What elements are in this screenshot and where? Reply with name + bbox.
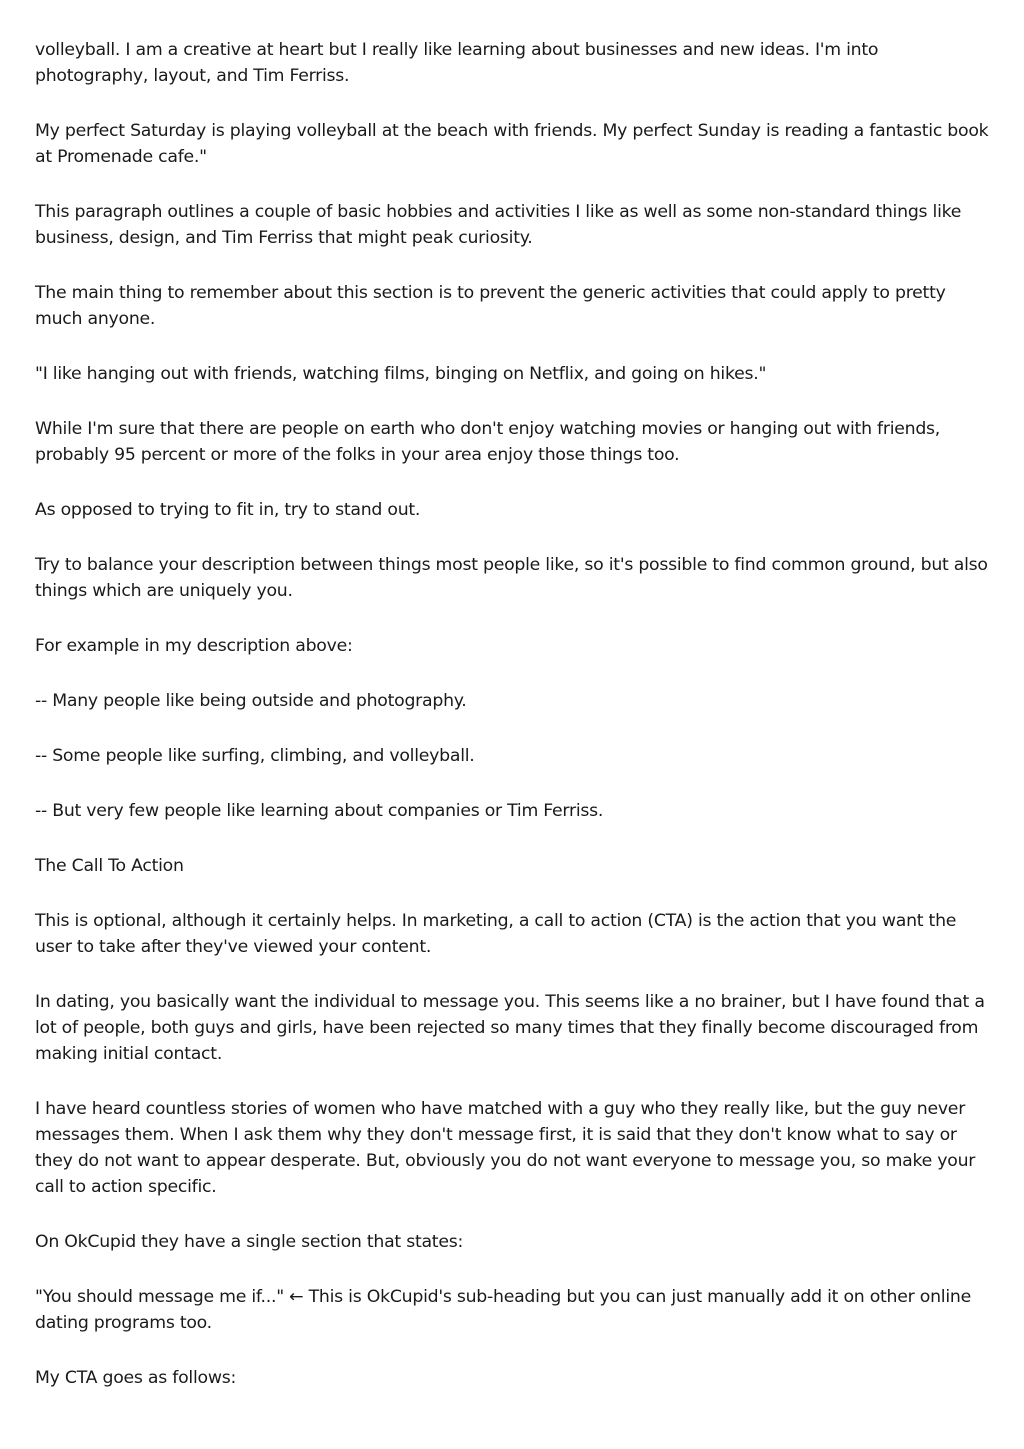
paragraph-cta-dating: In dating, you basically want the individual to message you. This seems like a no brainer, but I have found that a lot of people, both guys and girls, have been rejected so many times that they finally become discouraged from making initial contact. — [35, 992, 985, 1064]
paragraph-stand-out: As opposed to trying to fit in, try to stand out. — [35, 500, 421, 520]
list-item: -- Some people like surfing, climbing, and volleyball. — [35, 746, 475, 766]
paragraph-balance: Try to balance your description between things most people like, so it's possible to find common ground, but also things which are uniquely you. — [35, 555, 988, 601]
section-heading-call-to-action: The Call To Action — [35, 856, 184, 876]
list-item: -- Many people like being outside and photography. — [35, 691, 467, 711]
paragraph-my-cta: My CTA goes as follows: — [35, 1368, 237, 1388]
paragraph-example-intro: For example in my description above: — [35, 636, 353, 656]
paragraph-okcupid-subheading: "You should message me if..." ← This is OkCupid's sub-heading but you can just manually add it on other online dating programs too. — [35, 1287, 971, 1333]
paragraph-generic-example: "I like hanging out with friends, watching films, binging on Netflix, and going on hikes." — [35, 364, 767, 384]
paragraph-main-thing: The main thing to remember about this section is to prevent the generic activities that could apply to pretty much anyone. — [35, 283, 946, 329]
document-body — [35, 0, 990, 1420]
paragraph-perfect-weekend: My perfect Saturday is playing volleyball at the beach with friends. My perfect Sunday is reading a fantastic book at Promenade cafe." — [35, 121, 989, 167]
paragraph-cta-stories: I have heard countless stories of women who have matched with a guy who they really like, but the guy never messages them. When I ask them why they don't message first, it is said that they don't know what to say or they do not want to appear desperate. But, obviously you do not want everyone to message you, so make your call to action specific. — [35, 1099, 976, 1197]
paragraph-cta-definition: This is optional, although it certainly helps. In marketing, a call to action (CTA) is the action that you want the user to take after they've viewed your content. — [35, 911, 957, 957]
list-item: -- But very few people like learning about companies or Tim Ferriss. — [35, 801, 604, 821]
paragraph-outline-explanation: This paragraph outlines a couple of basic hobbies and activities I like as well as some non-standard things like business, design, and Tim Ferriss that might peak curiosity. — [35, 202, 962, 248]
paragraph-hobbies-continued: volleyball. I am a creative at heart but I really like learning about businesses and new ideas. I'm into photography, layout, and Tim Ferriss. — [35, 40, 879, 86]
paragraph-generic-critique: While I'm sure that there are people on earth who don't enjoy watching movies or hanging out with friends, probably 95 percent or more of the folks in your area enjoy those things too. — [35, 419, 941, 465]
paragraph-okcupid-section: On OkCupid they have a single section that states: — [35, 1232, 464, 1252]
